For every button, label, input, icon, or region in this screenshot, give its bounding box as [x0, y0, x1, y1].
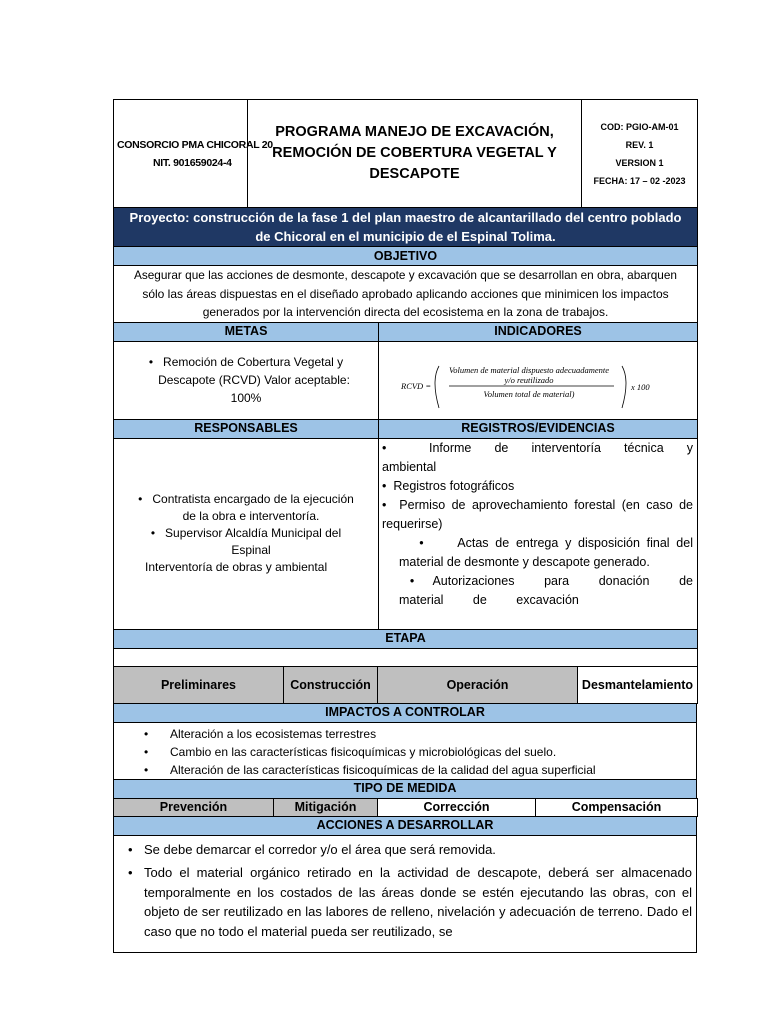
- medida-prevencion: Prevención: [114, 798, 274, 816]
- responsables-cell: [114, 438, 379, 629]
- formula-denominator: Volumen total de material): [483, 388, 575, 399]
- title-line: PROGRAMA MANEJO DE EXCAVACIÓN,: [275, 124, 554, 140]
- etapa-heading: ETAPA: [114, 629, 698, 648]
- impacto-item: [144, 743, 696, 761]
- metas-line: Remoción de Cobertura Vegetal y: [163, 355, 344, 369]
- document-code: COD: PGIO-AM-01: [600, 121, 679, 132]
- objetivo-line: sólo las áreas dispuestas en el diseñado aprobado aplicando acciones que minimicen los impactos: [142, 286, 669, 301]
- document-code-block: [582, 100, 698, 208]
- impactos-cell: [114, 722, 697, 779]
- responsable-item: [114, 491, 378, 508]
- acciones-heading: ACCIONES A DESARROLLAR: [114, 816, 697, 835]
- bullet-icon: •: [150, 526, 166, 540]
- responsable-text: Contratista encargado de la ejecución: [152, 492, 354, 506]
- metas-line: 100%: [230, 391, 262, 405]
- formula-lhs: RCVD =: [401, 380, 432, 391]
- tipo-medida-heading: TIPO DE MEDIDA: [114, 779, 697, 798]
- registro-item: [382, 439, 693, 477]
- medida-mitigacion: Mitigación: [274, 798, 378, 816]
- accion-item: [124, 840, 692, 860]
- registro-text: Autorizaciones para donación de material de excavación: [399, 573, 693, 607]
- impacto-text: Alteración de las características fisicoquímicas de la calidad del agua superficial: [170, 762, 596, 777]
- company-cell: [114, 100, 273, 208]
- stage-construccion: Construcción: [284, 666, 378, 703]
- responsable-text: Interventoría de obras y ambiental: [145, 560, 328, 574]
- document-version: VERSION 1: [615, 157, 664, 168]
- formula-numerator: Volumen de material dispuesto adecuadamente: [448, 364, 610, 375]
- rcvd-formula: [379, 342, 698, 414]
- registro-item: [382, 496, 693, 534]
- acciones-table: [113, 816, 697, 953]
- stage-preliminares: Preliminares: [114, 666, 284, 703]
- header-table: [113, 99, 698, 208]
- objetivo-line: Asegurar que las acciones de desmonte, descapote y excavación que se desarrollan en obra, abarquen: [133, 268, 677, 282]
- bullet-icon: •: [382, 440, 387, 455]
- document-revision: REV. 1: [625, 139, 654, 150]
- bullet-icon: •: [128, 865, 133, 880]
- document-title: [248, 100, 582, 208]
- responsable-text: de la obra e interventoría.: [182, 509, 320, 523]
- etapa-spacer: [114, 648, 698, 666]
- objetivo-line: generados por la intervención directa del ecosistema en la zona de trabajos.: [202, 305, 609, 319]
- accion-text: Todo el material orgánico retirado en la actividad de descapote, deberá ser almacenado temporalmente en los costados de las áreas donde se estén ejecutando las obras, con el objeto de ser reutilizado en las labores de relleno, nivelación y adecuación de terreno. Dado el caso que no todo el material pueda ser reutilizado, se: [144, 865, 692, 939]
- impacto-text: Cambio en las características fisicoquímicas y microbiológicas del suelo.: [170, 744, 557, 759]
- formula-numerator-2: y/o reutilizado: [504, 374, 554, 385]
- indicadores-heading: INDICADORES: [379, 322, 698, 341]
- accion-item: [124, 863, 692, 941]
- metas-line: Descapote (RCVD) Valor aceptable:: [158, 373, 350, 387]
- project-line: de Chicoral en el municipio de el Espinal Tolima.: [255, 229, 556, 244]
- body-table: [113, 207, 698, 667]
- medida-correccion: Corrección: [378, 798, 536, 816]
- registro-item: [382, 534, 693, 572]
- registro-item: [382, 477, 693, 496]
- etapa-table: [113, 666, 698, 704]
- formula-multiplier: x 100: [631, 381, 650, 392]
- title-line: REMOCIÓN DE COBERTURA VEGETAL Y: [272, 145, 557, 161]
- accion-text: Se debe demarcar el corredor y/o el área que será removida.: [144, 841, 496, 857]
- impacto-item: [144, 725, 696, 743]
- bullet-icon: •: [382, 497, 387, 512]
- company-nit: NIT. 901659024-4: [153, 156, 232, 169]
- metas-cell: [114, 341, 379, 419]
- impactos-heading: IMPACTOS A CONTROLAR: [114, 703, 697, 722]
- impacto-text: Alteración a los ecosistemas terrestres: [170, 726, 377, 741]
- document: [113, 99, 697, 953]
- acciones-cell: [114, 835, 697, 952]
- stage-operacion: Operación: [378, 666, 578, 703]
- bullet-icon: •: [128, 841, 133, 857]
- metas-heading: METAS: [114, 322, 379, 341]
- responsable-item: [114, 525, 378, 542]
- bullet-icon: •: [148, 355, 164, 369]
- formula-paren-right: [622, 366, 626, 408]
- bullet-icon: •: [144, 744, 149, 759]
- responsables-heading: RESPONSABLES: [114, 419, 379, 438]
- bullet-icon: •: [382, 478, 387, 493]
- tipo-medida-table: [113, 798, 698, 817]
- impacto-item: [144, 761, 696, 779]
- registro-text: Actas de entrega y disposición final del material de desmonte y descapote generado.: [399, 535, 693, 569]
- indicadores-cell: [379, 341, 698, 419]
- project-line: Proyecto: construcción de la fase 1 del plan maestro de alcantarillado del centro poblado: [129, 210, 682, 225]
- formula-paren-left: [435, 366, 439, 408]
- bullet-icon: •: [138, 492, 153, 506]
- registro-text: Registros fotográficos: [393, 478, 515, 493]
- document-date: FECHA: 17 – 02 -2023: [593, 175, 686, 186]
- company-name: CONSORCIO PMA CHICORAL 20: [117, 138, 273, 151]
- stage-desmantelamiento: Desmantelamiento: [578, 666, 698, 703]
- responsable-text: Supervisor Alcaldía Municipal del: [165, 526, 342, 540]
- project-banner: [114, 208, 698, 247]
- bullet-icon: •: [399, 535, 424, 550]
- title-line: DESCAPOTE: [369, 166, 460, 182]
- medida-compensacion: Compensación: [536, 798, 698, 816]
- registro-text: Informe de interventoría técnica y ambiental: [382, 440, 693, 474]
- bullet-icon: •: [399, 573, 415, 588]
- objetivo-text: [114, 266, 698, 323]
- registro-text: Permiso de aprovechamiento forestal (en caso de requerirse): [382, 497, 693, 531]
- metas-item: [114, 353, 378, 371]
- responsable-text: Espinal: [231, 543, 271, 557]
- registro-item: [382, 572, 693, 610]
- registros-heading: REGISTROS/EVIDENCIAS: [379, 419, 698, 438]
- objetivo-heading: OBJETIVO: [114, 247, 698, 266]
- registros-cell: [379, 438, 698, 629]
- bullet-icon: •: [144, 726, 149, 741]
- bullet-icon: •: [144, 762, 149, 777]
- impactos-table: [113, 703, 697, 799]
